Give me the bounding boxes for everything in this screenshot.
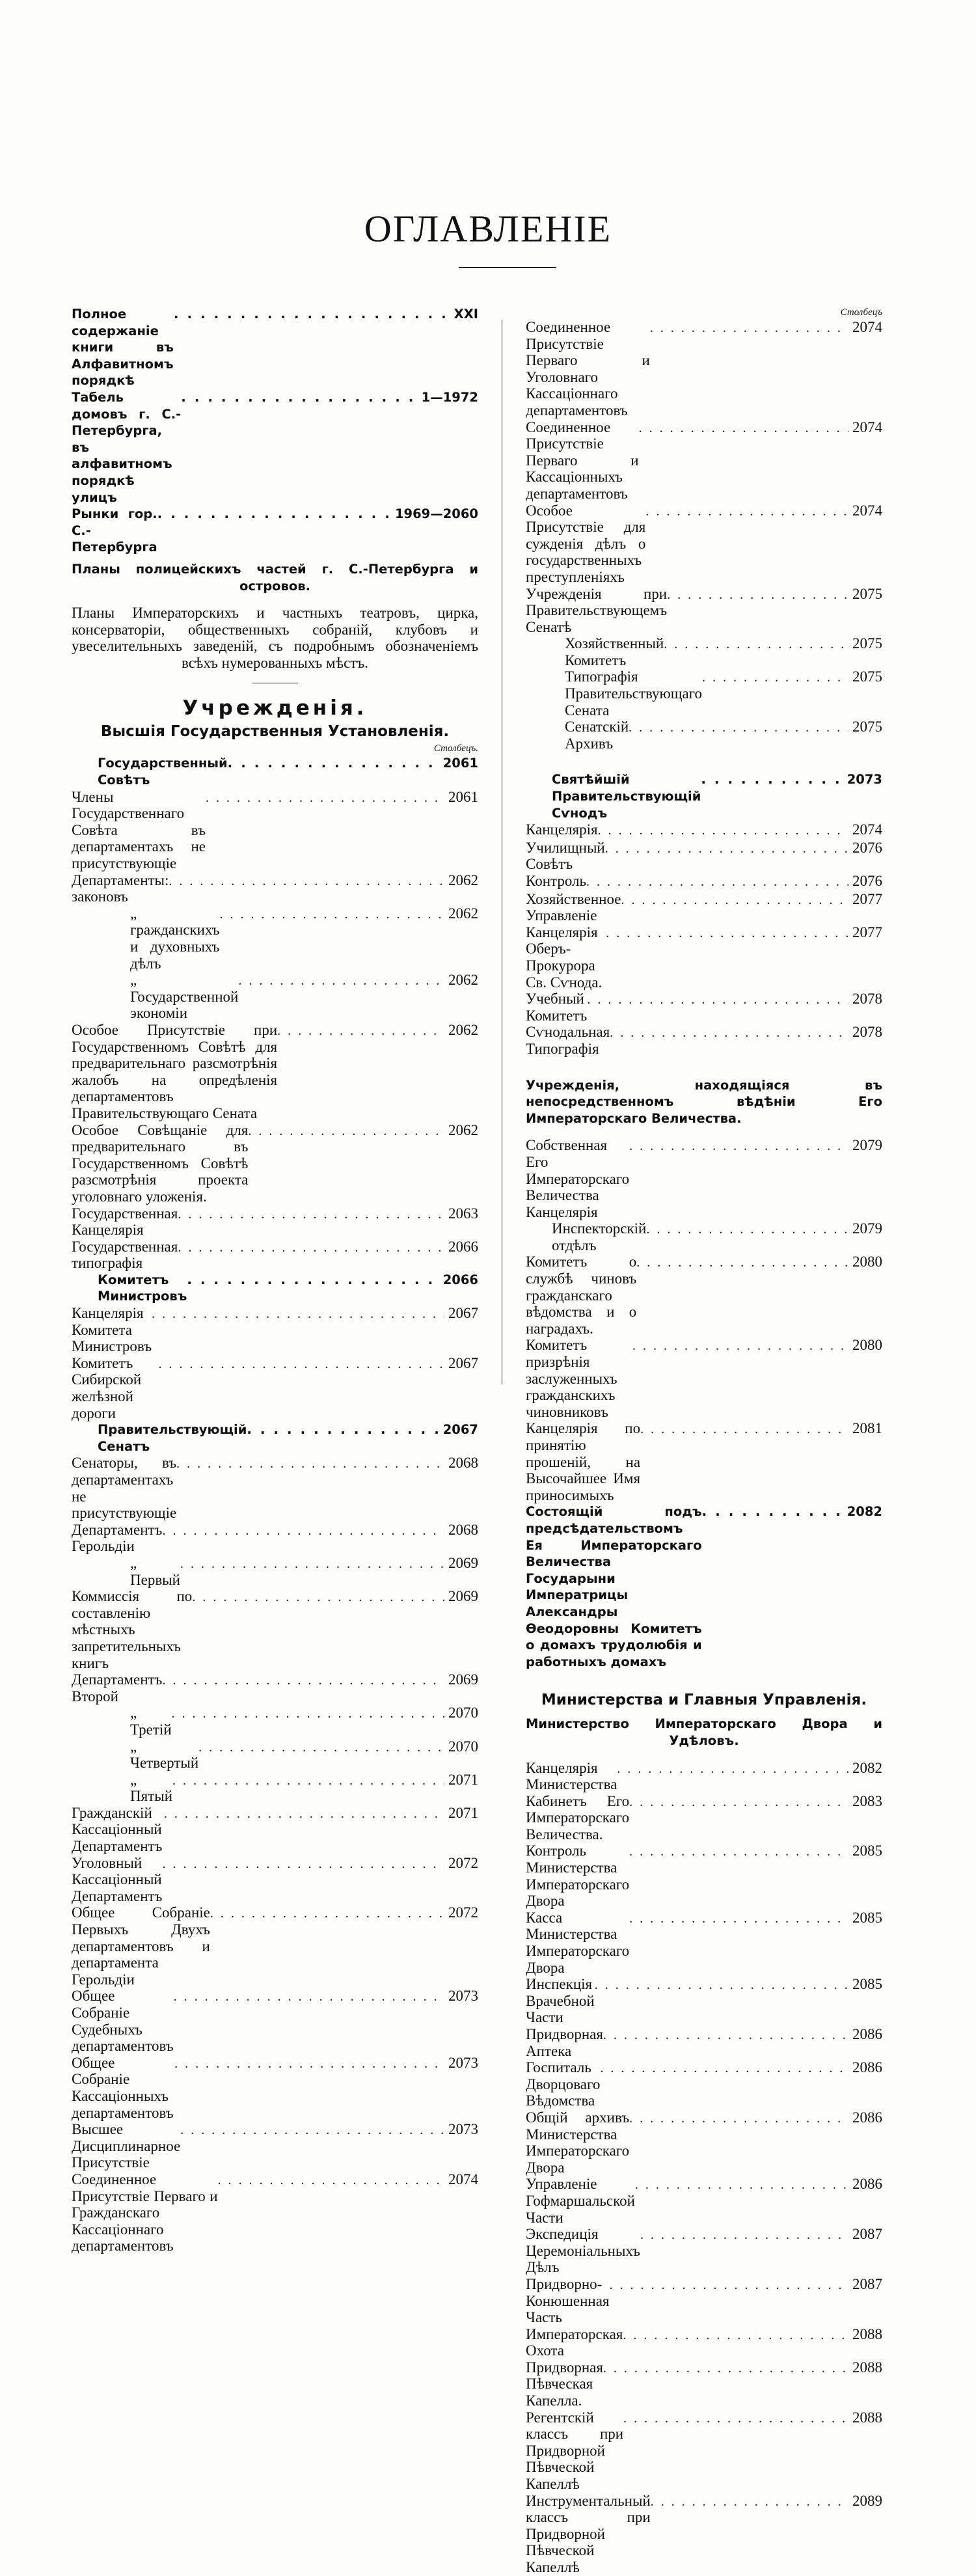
leader-dots (152, 1306, 444, 1323)
toc-entry (72, 1705, 478, 1738)
toc-entry (72, 1671, 478, 1705)
toc-entry-label: Рынки гор. С.-Петербурга (72, 506, 157, 555)
toc-entry-column-number: 2082 (847, 1504, 882, 1520)
leader-dots (595, 1977, 848, 1994)
leader-dots (623, 2327, 848, 2344)
toc-entry-label: Сенаторы, въ департаментахъ не присутствующіе (72, 1455, 177, 1522)
toc-entry-label: Соединенное Присутствіе Перваго и Гражданскаго Кассаціоннаго департаментовъ (72, 2171, 218, 2254)
leader-dots (587, 992, 848, 1009)
leader-dots (640, 1421, 848, 1438)
toc-entry-label: „ Пятый (130, 1771, 173, 1805)
toc-entry-column-number: 2062 (448, 871, 478, 888)
leader-dots (162, 1856, 444, 1873)
toc-entry-label: Учрежденія при Правительствующемъ Сенатѣ (526, 585, 668, 635)
leader-dots (610, 2277, 848, 2294)
toc-entry-column-number: 2074 (852, 319, 882, 335)
toc-entry-label: Канцелярія (526, 821, 598, 838)
leader-dots (219, 907, 444, 924)
leader-dots (277, 1023, 444, 1040)
toc-entry-label: Кабинетъ Его Императорскаго Величества. (526, 1792, 630, 1843)
toc-entry (72, 1272, 478, 1305)
toc-entry-column-number: 2086 (852, 2176, 882, 2193)
toc-entry (526, 2276, 882, 2326)
toc-entry-label: Собственная Его Императорскаго Величества Канцелярія (526, 1137, 630, 1220)
toc-entry-column-number: 2079 (852, 1137, 882, 1154)
toc-entry (72, 1205, 478, 1239)
toc-entry-column-number: 2081 (852, 1420, 882, 1437)
toc-entry-column-number: 2072 (448, 1854, 478, 1871)
toc-entry (526, 1024, 882, 1057)
leader-dots (605, 841, 848, 858)
toc-entry-label: Государственный Совѣтъ (98, 756, 228, 788)
toc-entry-label: Сенатскій Архивъ (565, 719, 629, 752)
toc-entry-column-number: 2067 (448, 1354, 478, 1371)
leader-dots (586, 874, 848, 891)
toc-entry-label: Общій архивъ Министерства Императорскаго Двора (526, 2109, 630, 2176)
toc-entry-column-number: 2080 (852, 1254, 882, 1270)
toc-entry-column-number: 2074 (852, 502, 882, 519)
leader-dots (632, 1338, 848, 1355)
toc-entry (72, 872, 478, 905)
toc-entry-label: Контроль (526, 873, 586, 889)
toc-entry-column-number: 2069 (448, 1588, 478, 1605)
toc-entry-column-number: 2068 (448, 1521, 478, 1538)
toc-entry-column-number: 2080 (852, 1337, 882, 1354)
leader-dots (667, 587, 848, 604)
toc-entry-column-number: 2077 (852, 924, 882, 940)
toc-entry-label: Соединенное Присутствіе Перваго и Уголовнаго Кассаціоннаго департаментовъ (526, 319, 650, 418)
heading-court-ministry: Министерство Императорскаго Двора и Удѣловъ. (526, 1716, 882, 1748)
toc-entry-label: Особое Совѣщаніе для предварительнаго въ Государственномъ Совѣтѣ разсмотрѣнія проекта уголовнаго уложенія. (72, 1121, 249, 1205)
right-block-senate (526, 319, 882, 752)
toc-entry-label: Управленіе Гофмаршальской Части (526, 2176, 635, 2226)
toc-entry-column-number: 1969—2060 (394, 506, 478, 522)
toc-entry (72, 1555, 478, 1588)
leader-dots (180, 1556, 444, 1573)
toc-entry (72, 1355, 478, 1421)
leader-dots (598, 823, 848, 840)
toc-entry-column-number: 2085 (852, 1843, 882, 1859)
leader-dots (178, 1240, 444, 1257)
toc-entry-label: Департаментъ Второй (72, 1671, 163, 1705)
toc-entry (72, 972, 478, 1022)
toc-entry-label: Касса Министерства Императорскаго Двора (526, 1909, 630, 1976)
toc-entry-column-number: 2082 (852, 1759, 882, 1776)
right-column-label: Столбецъ (840, 307, 882, 318)
toc-entry-label: „ Первый (130, 1554, 180, 1588)
toc-entry-label: Государственная типографія (72, 1238, 178, 1272)
toc-entry-column-number: 2076 (852, 873, 882, 889)
leader-dots (174, 306, 450, 323)
toc-entry (72, 1022, 478, 1122)
toc-entry-column-number: 2067 (448, 1305, 478, 1322)
leader-dots (636, 1255, 848, 1272)
toc-entry-label: Коммиссія по составленію мѣстныхъ запретительныхъ книгъ (72, 1588, 193, 1671)
leader-dots (206, 790, 444, 807)
left-entries (72, 755, 478, 2254)
toc-entry-label: Инспекція Врачебной Части (526, 1976, 595, 2026)
toc-entry-label: Комитетъ призрѣнія заслуженныхъ гражданскихъ чиновниковъ (526, 1337, 617, 1420)
toc-entry-column-number: 2066 (448, 1238, 478, 1255)
toc-entry-column-number: 2085 (852, 1976, 882, 1993)
toc-entry-label: Высшее Дисциплинарное Присутствіе (72, 2121, 181, 2171)
toc-entry-label: Инструментальный классъ при Придворной Пѣвческой Капеллѣ (526, 2492, 651, 2575)
toc-entry-column-number: 2073 (448, 2054, 478, 2071)
leader-dots (157, 506, 391, 523)
toc-entry (526, 1220, 882, 1254)
toc-entry-column-number: 2071 (448, 1804, 478, 1821)
toc-entry (526, 1793, 882, 1843)
toc-entry (526, 1420, 882, 1503)
toc-entry-column-number: 2086 (852, 2026, 882, 2042)
leader-dots (172, 1773, 444, 1790)
toc-entry-column-number: 2087 (852, 2275, 882, 2292)
toc-entry-column-number: 2069 (448, 1671, 478, 1688)
toc-entry-column-number: XXI (454, 307, 478, 322)
toc-entry (526, 1976, 882, 2026)
toc-entry-label: Канцелярія Министерства (526, 1759, 617, 1793)
toc-entry-column-number: 2078 (852, 1024, 882, 1041)
toc-entry (72, 389, 478, 506)
toc-entry-column-number: 2072 (448, 1904, 478, 1921)
toc-entry-column-number: 2075 (852, 668, 882, 685)
toc-entry-label: Особое Присутствіе при Государственномъ Совѣтѣ для предварительнаго разсмотрѣнія жалобъ на опредѣленія департаментовъ Правительствующаго Сената (72, 1021, 278, 1121)
toc-entry-label: Хозяйственный Комитетъ (565, 635, 664, 668)
toc-entry-column-number: 2061 (442, 756, 478, 771)
toc-entry (72, 1772, 478, 1805)
plans-theatres: Планы Императорскихъ и частныхъ театровъ, цирка, консерваторіи, общественныхъ собраній, клубовъ и увеселительныхъ заведеній, съ подробнымъ обозначеніемъ всѣхъ нумерованныхъ мѣстъ. (72, 605, 478, 671)
toc-entry-column-number: 2086 (852, 2109, 882, 2126)
toc-entry-column-number: 2074 (448, 2171, 478, 2187)
toc-entry (72, 1455, 478, 1521)
toc-entry-column-number: 2070 (448, 1738, 478, 1755)
right-block-direct (526, 1137, 882, 1670)
toc-entry-column-number: 2087 (852, 2226, 882, 2243)
toc-entry (526, 991, 882, 1024)
leader-dots (169, 873, 444, 890)
toc-entry-column-number: 2075 (852, 719, 882, 735)
toc-entry-column-number: 2062 (448, 1021, 478, 1038)
toc-entry-column-number: 2075 (852, 585, 882, 602)
right-block-court (526, 1760, 882, 2576)
toc-entry-column-number: 2066 (442, 1272, 478, 1287)
toc-entry-label: „ Государственной экономіи (130, 972, 239, 1022)
toc-entry-label: Инспекторскій отдѣлъ (552, 1220, 647, 1254)
leader-dots (645, 504, 848, 521)
toc-entry-column-number: 2062 (448, 905, 478, 922)
leader-dots (210, 1906, 444, 1923)
leader-dots (603, 2027, 848, 2044)
toc-entry (526, 586, 882, 636)
leader-dots (174, 2056, 444, 2073)
toc-entry (526, 2409, 882, 2493)
toc-entry (526, 1843, 882, 1909)
toc-entry (526, 1503, 882, 1670)
toc-entry-column-number: 2061 (448, 788, 478, 805)
toc-entry-label: Общее Собраніе Первыхъ Двухъ департаментовъ и департамента Герольдіи (72, 1904, 210, 1988)
toc-entry (72, 1988, 478, 2054)
toc-entry (526, 668, 882, 719)
leader-dots (639, 420, 848, 437)
toc-entry-label: Придворно-Конюшенная Часть (526, 2275, 610, 2326)
toc-entry (526, 1337, 882, 1420)
subsection-heading: Высшія Государственныя Установленія. (100, 723, 450, 741)
toc-entry (526, 2109, 882, 2176)
leader-dots (187, 1272, 439, 1289)
leader-dots (238, 973, 444, 990)
toc-entry (72, 2121, 478, 2171)
toc-entry (526, 2359, 882, 2409)
toc-entry-column-number: 2073 (448, 1988, 478, 2005)
toc-entry (72, 1421, 478, 1455)
leader-dots (629, 1138, 848, 1155)
leader-dots (664, 637, 848, 653)
toc-entry (72, 1239, 478, 1272)
toc-entry (526, 924, 882, 991)
toc-entry (526, 840, 882, 873)
page-title: ОГЛАВЛЕНІЕ (364, 208, 612, 250)
toc-entry (72, 1305, 478, 1355)
toc-entry-label: Состоящій подъ предсѣдательствомъ Ея Императорскаго Величества Государыни Императрицы Александры Ѳеодоровны Комитетъ о домахъ трудолюбія и работныхъ домахъ (526, 1504, 702, 1669)
toc-entry-label: „ Третій (130, 1705, 172, 1738)
leader-dots (702, 1503, 843, 1520)
toc-entry-label: Регентскій классъ при Придворной Пѣвческой Капеллѣ (526, 2409, 624, 2493)
toc-entry-column-number: 2088 (852, 2409, 882, 2426)
toc-entry (526, 2226, 882, 2276)
toc-entry-label: Придворная Аптека (526, 2026, 603, 2059)
toc-entry-label: Святѣйшій Правительствующій Сѵнодъ (552, 772, 701, 821)
toc-entry-label: Экспедиція Церемоніальныхъ Дѣлъ (526, 2226, 640, 2276)
leader-dots (176, 1456, 444, 1473)
leader-dots (178, 1207, 444, 1224)
toc-entry (526, 1254, 882, 1337)
leader-dots (174, 1989, 444, 2006)
toc-entry (526, 719, 882, 752)
toc-entry (526, 2493, 882, 2576)
toc-entry-column-number: 2070 (448, 1705, 478, 1721)
toc-entry-column-number: 2074 (852, 821, 882, 838)
toc-entry-label: Училищный Совѣтъ (526, 839, 605, 873)
toc-entry-column-number: 2073 (847, 772, 882, 788)
toc-entry (72, 2055, 478, 2121)
toc-entry-column-number: 2076 (852, 839, 882, 856)
leader-dots (646, 1222, 848, 1239)
toc-entry-label: Госпиталь Дворцоваго Вѣдомства (526, 2059, 601, 2109)
toc-entry-label: Учебный Комитетъ (526, 991, 588, 1024)
toc-entry (526, 1910, 882, 1976)
toc-entry-column-number: 2063 (448, 1205, 478, 1222)
toc-entry-label: „ Четвертый (130, 1738, 199, 1772)
toc-entry (526, 419, 882, 502)
toc-entry-column-number: 2085 (852, 1909, 882, 1926)
toc-entry-column-number: 2071 (448, 1771, 478, 1788)
toc-entry-label: „ гражданскихъ и духовныхъ дѣлъ (130, 905, 220, 972)
leader-dots (621, 892, 848, 909)
toc-entry-column-number: 2083 (852, 1792, 882, 1809)
toc-entry-column-number: 2089 (852, 2492, 882, 2509)
leader-dots (198, 1740, 444, 1757)
toc-entry-label: Департаментъ Герольдіи (72, 1521, 163, 1555)
toc-entry (526, 873, 882, 891)
toc-entry-column-number: 2068 (448, 1455, 478, 1472)
leader-dots (159, 1356, 444, 1373)
toc-entry-column-number: 2086 (852, 2059, 882, 2076)
leader-dots (248, 1123, 444, 1140)
leader-dots (192, 1589, 444, 1606)
toc-entry-label: Придворная Пѣвческая Капелла. (526, 2359, 603, 2409)
toc-entry-label: Гражданскій Кассаціонный Департаментъ (72, 1804, 163, 1855)
leader-dots (606, 925, 848, 942)
toc-entry-column-number: 2062 (448, 1121, 478, 1138)
toc-entry-column-number: 2062 (448, 972, 478, 989)
leader-dots (702, 670, 848, 687)
leader-dots (218, 2172, 444, 2189)
toc-entry (526, 891, 882, 924)
toc-entry-column-number: 1—1972 (421, 389, 478, 405)
toc-entry-column-number: 2079 (852, 1220, 882, 1237)
toc-entry (72, 2171, 478, 2254)
leader-dots (635, 2177, 848, 2194)
leader-dots (162, 1673, 444, 1690)
heading-direct-jurisdiction: Учрежденія, находящіяся въ непосредственномъ вѣдѣніи Его Императорскаго Величества. (526, 1077, 882, 1126)
toc-entry-label: Комитетъ Сибирской желѣзной дороги (72, 1354, 142, 1421)
toc-entry-label: Члены Государственнаго Совѣта въ департаментахъ не присутствующіе (72, 788, 206, 872)
intro-list (72, 306, 478, 556)
toc-entry-label: Соединенное Присутствіе Перваго и Кассаціонныхъ департаментовъ (526, 418, 639, 502)
toc-entry (526, 2176, 882, 2226)
toc-entry-column-number: 2088 (852, 2325, 882, 2342)
toc-entry (526, 2026, 882, 2059)
toc-entry (72, 789, 478, 872)
toc-entry-column-number: 2073 (448, 2121, 478, 2138)
right-column (526, 306, 882, 2576)
toc-entry-column-number: 2067 (442, 1422, 478, 1438)
toc-entry-label: Типографія Правительствующаго Сената (565, 668, 703, 719)
leader-dots (629, 2111, 848, 2128)
toc-entry-column-number: 2075 (852, 635, 882, 652)
leader-dots (651, 2494, 848, 2511)
toc-entry-label: Общее Собраніе Кассаціонныхъ департаментовъ (72, 2054, 174, 2121)
toc-entry (72, 1522, 478, 1555)
leader-dots (181, 389, 417, 406)
toc-entry (526, 635, 882, 668)
toc-entry-label: Сѵнодальная Типографія (526, 1024, 610, 1057)
heading-ministries: Министерства и Главныя Управленія. (541, 1692, 867, 1709)
toc-entry (72, 506, 478, 556)
plans-police: Планы полицейскихъ частей г. С.-Петербурга и островов. (72, 561, 478, 594)
leader-dots (603, 2361, 848, 2377)
left-column (72, 306, 478, 2254)
leader-dots (650, 320, 848, 337)
leader-dots (610, 1025, 848, 1042)
leader-dots (180, 2122, 444, 2139)
leader-dots (629, 1844, 848, 1861)
toc-entry (526, 319, 882, 419)
title-rule (459, 267, 556, 268)
toc-entry (72, 755, 478, 788)
toc-entry (526, 771, 882, 821)
leader-dots (172, 1706, 444, 1723)
leader-dots (701, 771, 843, 788)
leader-dots (640, 2227, 848, 2244)
leader-dots (228, 755, 439, 772)
toc-entry (526, 1137, 882, 1220)
leader-dots (623, 2411, 848, 2428)
section-heading: Учрежденія. (182, 696, 368, 720)
leader-dots (617, 1761, 848, 1778)
toc-entry (526, 2326, 882, 2359)
toc-entry-label: Особое Присутствіе для сужденія дѣлъ о государственныхъ преступленіяхъ (526, 502, 646, 585)
toc-entry-label: Государственная Канцелярія (72, 1205, 178, 1239)
toc-entry (526, 1760, 882, 1793)
toc-entry-column-number: 2074 (852, 418, 882, 435)
leader-dots (162, 1523, 444, 1540)
leader-dots (164, 1806, 444, 1823)
toc-entry (72, 905, 478, 972)
toc-entry-label: Уголовный Кассаціонный Департаментъ (72, 1854, 163, 1904)
toc-entry (526, 502, 882, 586)
toc-entry-column-number: 2078 (852, 991, 882, 1007)
toc-entry-label: Департаменты: законовъ (72, 871, 169, 905)
toc-entry (526, 821, 882, 840)
toc-entry (72, 1588, 478, 1671)
toc-entry-label: Канцелярія Оберъ-Прокурора Св. Сѵнода. (526, 924, 603, 991)
toc-entry-label: Императорская Охота (526, 2325, 623, 2359)
toc-entry-column-number: 2088 (852, 2359, 882, 2376)
right-block-synod (526, 771, 882, 1057)
toc-entry (72, 1805, 478, 1855)
leader-dots (629, 1794, 848, 1811)
leader-dots (247, 1421, 439, 1438)
toc-entry (72, 1855, 478, 1905)
toc-entry-label: Общее Собраніе Судебныхъ департаментовъ (72, 1988, 174, 2055)
toc-entry-label: Табель домовъ г. С.-Петербурга, въ алфавитномъ порядкѣ улицъ (72, 389, 182, 505)
leader-dots (600, 2061, 848, 2077)
leader-dots (629, 1911, 848, 1928)
toc-entry-label: Правительствующій Сенатъ (98, 1422, 247, 1454)
toc-entry (72, 1738, 478, 1772)
toc-entry (72, 1122, 478, 1205)
toc-entry (72, 1904, 478, 1988)
toc-entry-label: Комитетъ Министровъ (98, 1272, 187, 1304)
toc-entry-column-number: 2069 (448, 1554, 478, 1571)
toc-entry-label: Комитетъ о службѣ чиновъ гражданскаго вѣдомства и о наградахъ. (526, 1254, 637, 1337)
toc-entry (526, 2059, 882, 2109)
toc-entry-label: Полное содержаніе книги въ Алфавитномъ порядкѣ (72, 307, 174, 389)
leader-dots (629, 720, 848, 737)
toc-entry (72, 306, 478, 389)
toc-entry-label: Канцелярія по принятію прошеній, на Высочайшее Имя приносимыхъ (526, 1420, 641, 1503)
column-label: Столбецъ. (433, 743, 478, 754)
toc-entry-label: Хозяйственное Управленіе (526, 890, 621, 924)
toc-entry-label: Контроль Министерства Императорскаго Двора (526, 1843, 630, 1910)
toc-entry-label: Канцелярія Комитета Министровъ (72, 1305, 152, 1355)
toc-entry-column-number: 2077 (852, 890, 882, 907)
